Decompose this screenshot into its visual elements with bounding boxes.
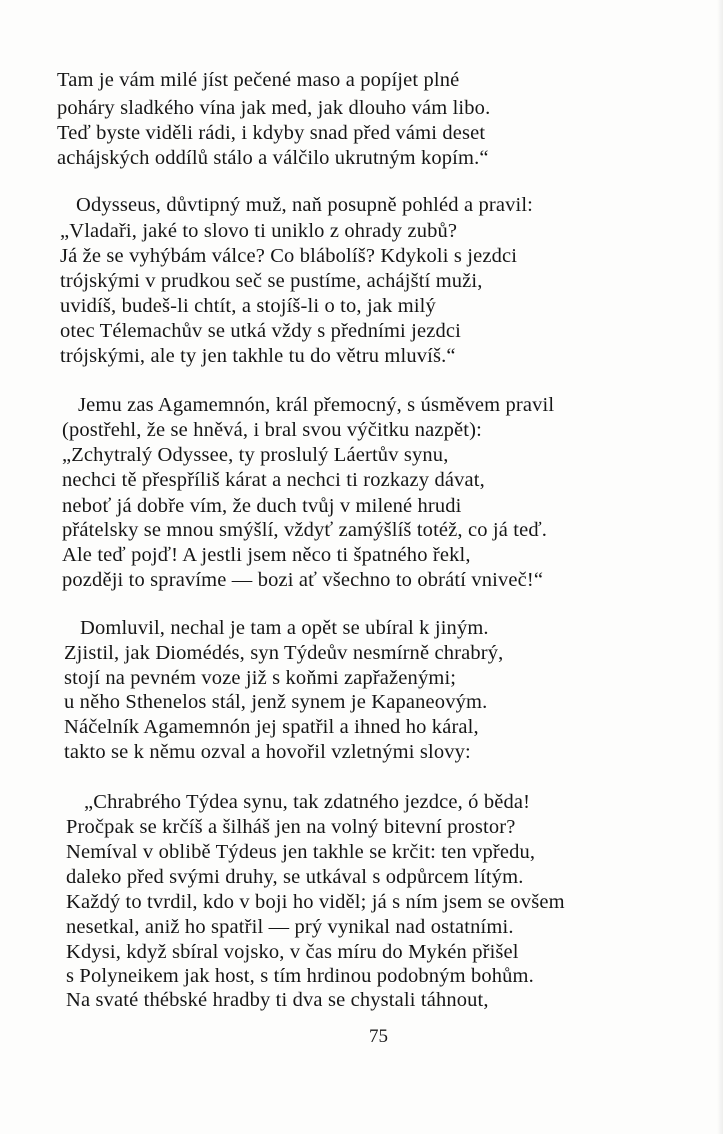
verse-line: daleko před svými druhy, se utkával s odpůrcem lítým. — [66, 866, 524, 888]
verse-line: Odysseus, důvtipný muž, naň posupně pohléd a pravil: — [76, 194, 534, 216]
verse-line: uvidíš, budeš-li chtít, a stojíš-li o to, jak milý — [60, 295, 436, 317]
verse-line: trójskými, ale ty jen takhle tu do větru mluvíš.“ — [60, 345, 456, 367]
verse-line: (postřehl, že se hněvá, i bral svou výčitku nazpět): — [62, 419, 482, 441]
verse-line: „Vladaři, jaké to slovo ti uniklo z ohrady zubů? — [60, 220, 458, 242]
verse-line: otec Télemachův se utká vždy s předními jezdci — [60, 320, 462, 342]
verse-line: Domluvil, nechal je tam a opět se ubíral k jiným. — [80, 617, 489, 639]
verse-line: Kdysi, když sbíral vojsko, v čas míru do Mykén přišel — [66, 941, 519, 963]
verse-line: takto se k němu ozval a hovořil vzletnými slovy: — [64, 741, 471, 763]
verse-line: později to spravíme — bozi ať všechno to obrátí vniveč!“ — [62, 569, 544, 591]
verse-line: Tam je vám milé jíst pečené maso a popíjet plné — [57, 69, 460, 91]
page-edge-shadow — [717, 0, 723, 1134]
verse-line: Nemíval v oblibě Týdeus jen takhle se krčit: ten vpředu, — [66, 841, 536, 863]
verse-line: Teď byste viděli rádi, i kdyby snad před vámi deset — [57, 122, 486, 144]
verse-line: u něho Sthenelos stál, jenž synem je Kapaneovým. — [64, 691, 488, 713]
verse-line: „Chrabrého Týdea synu, tak zdatného jezdce, ó běda! — [84, 791, 531, 813]
verse-line: Náčelník Agamemnón jej spatřil a ihned ho káral, — [64, 716, 479, 738]
verse-line: Já že se vyhýbám válce? Co blábolíš? Kdykoli s jezdci — [60, 245, 518, 267]
verse-line: achájských oddílů stálo a válčilo ukrutným kopím.“ — [57, 147, 489, 169]
verse-line: přátelsky se mnou smýšlí, vždyť zamýšlíš totéž, co já teď. — [62, 519, 548, 541]
verse-line: stojí na pevném voze již s koňmi zapřaženými; — [64, 667, 457, 689]
verse-line: poháry sladkého vína jak med, jak dlouho vám libo. — [57, 97, 491, 119]
verse-line: Každý to tvrdil, kdo v boji ho viděl; já s ním jsem se ovšem — [66, 891, 565, 913]
page-number: 75 — [369, 1026, 388, 1047]
verse-line: trójskými v prudkou seč se pustíme, achájští muži, — [60, 270, 483, 292]
verse-line: s Polyneikem jak host, s tím hrdinou podobným bohům. — [66, 965, 534, 987]
verse-line: „Zchytralý Odyssee, ty proslulý Láertův synu, — [62, 444, 449, 466]
verse-line: nesetkal, aniž ho spatřil — prý vynikal nad ostatními. — [66, 916, 514, 938]
verse-line: Jemu zas Agamemnón, král přemocný, s úsměvem pravil — [78, 394, 555, 416]
verse-line: neboť já dobře vím, že duch tvůj v milené hrudi — [62, 495, 462, 517]
verse-line: Ale teď pojď! A jestli jsem něco ti špatného řekl, — [62, 544, 471, 566]
verse-line: Zjistil, jak Diomédés, syn Týdeův nesmírně chrabrý, — [64, 642, 504, 664]
verse-line: Na svaté thébské hradby ti dva se chystali táhnout, — [66, 989, 489, 1011]
verse-line: nechci tě přespříliš kárat a nechci ti rozkazy dávat, — [62, 469, 485, 491]
verse-line: Pročpak se krčíš a šilháš jen na volný bitevní prostor? — [66, 816, 516, 838]
